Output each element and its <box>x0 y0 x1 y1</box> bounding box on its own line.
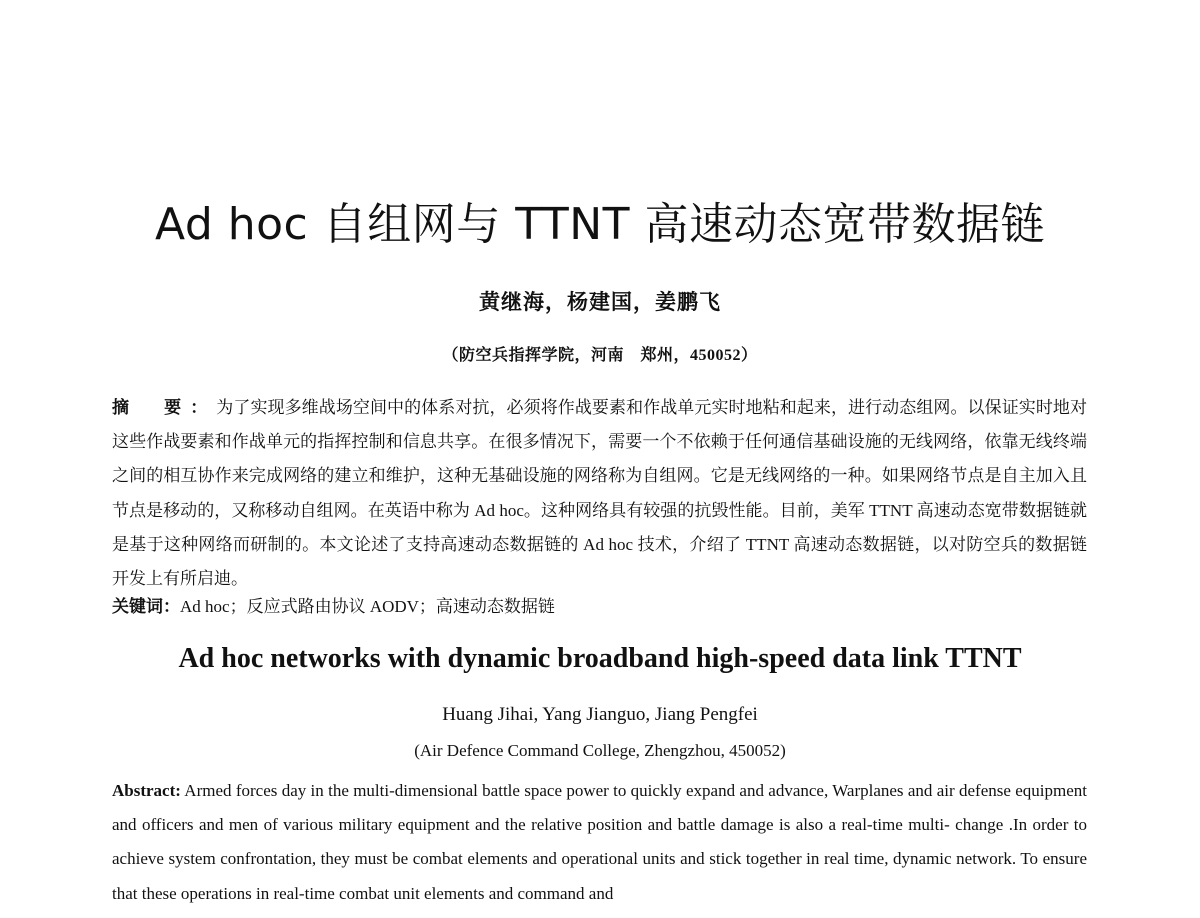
chinese-keywords-text: Ad hoc；反应式路由协议 AODV；高速动态数据链 <box>180 597 555 616</box>
english-title: Ad hoc networks with dynamic broadband high-speed data link TTNT <box>178 643 1022 674</box>
english-abstract-text: Armed forces day in the multi-dimensional battle space power to quickly expand and advance, Warplanes and air defense equipment and officers and men of various military equipment and the relative position and battle damage is also a real-time multi- change .In order to achieve system confrontation, they must be combat elements and operational units and stick together in real time, dynamic network. To ensure that these operations in real-time combat unit elements and command and <box>112 781 1087 903</box>
chinese-keywords-label: 关键词： <box>112 597 180 616</box>
chinese-abstract-label: 摘 要： <box>112 398 217 417</box>
english-abstract-label: Abstract: <box>112 781 181 800</box>
chinese-title: Ad hoc 自组网与 TTNT 高速动态宽带数据链 <box>155 199 1045 250</box>
chinese-authors: 黄继海，杨建国，姜鹏飞 <box>479 290 721 314</box>
english-authors: Huang Jihai, Yang Jianguo, Jiang Pengfei <box>442 704 758 725</box>
chinese-affiliation: （防空兵指挥学院，河南 郑州，450052） <box>442 347 758 364</box>
chinese-abstract-text: 为了实现多维战场空间中的体系对抗，必须将作战要素和作战单元实时地粘和起来，进行动态组网。以保证实时地对这些作战要素和作战单元的指挥控制和信息共享。在很多情况下，需要一个不依赖于任何通信基础设施的无线网络，依靠无线终端之间的相互协作来完成网络的建立和维护，这种无基础设施的网络称为自组网。它是无线网络的一种。如果网络节点是自主加入且节点是移动的，又称移动自组网。在英语中称为 Ad hoc。这种网络具有较强的抗毁性能。目前，美军 TTNT 高速动态宽带数据链就是基于这种网络而研制的。本文论述了支持高速动态数据链的 Ad hoc 技术，介绍了 TTNT 高速动态数据链，以对防空兵的数据链开发上有所启迪。 <box>112 398 1087 589</box>
english-abstract <box>112 774 1087 911</box>
chinese-abstract <box>112 391 1087 596</box>
chinese-keywords <box>112 595 1087 619</box>
english-affiliation: (Air Defence Command College, Zhengzhou, 450052) <box>414 741 786 760</box>
